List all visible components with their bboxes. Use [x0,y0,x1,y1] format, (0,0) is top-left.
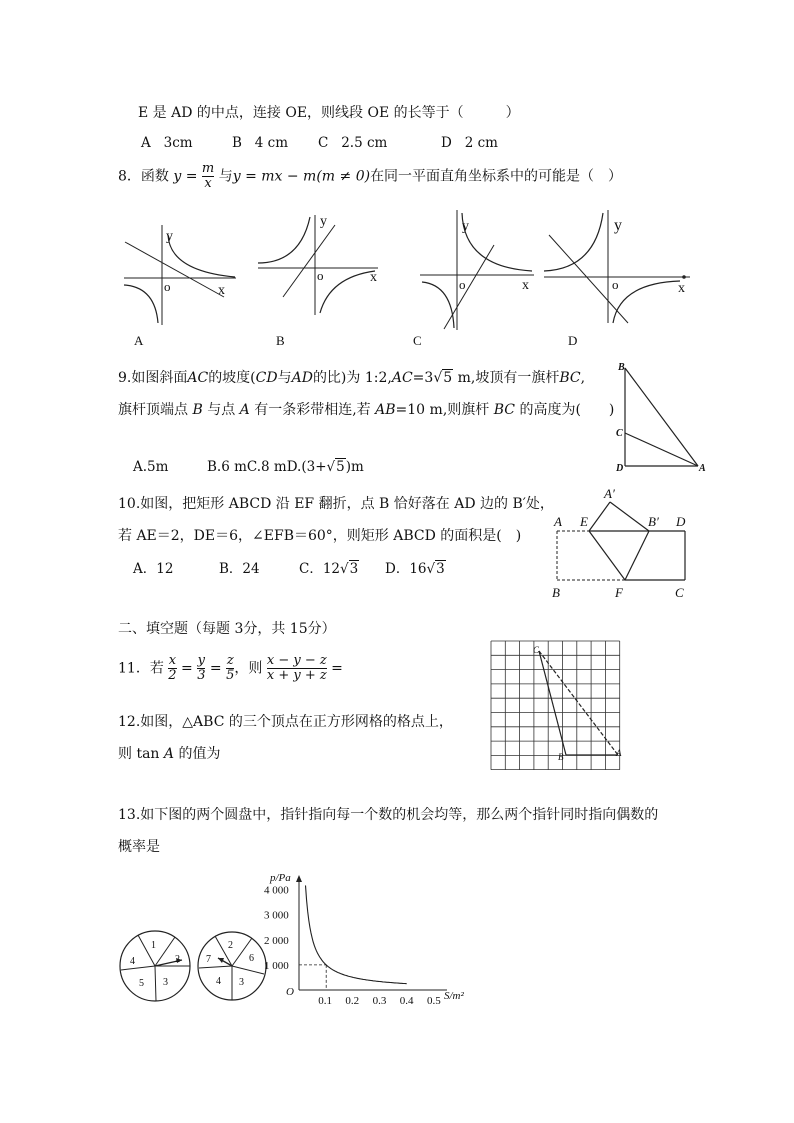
q10-label-b-prime: B′ [648,514,659,529]
q10-label-a-prime: A′ [604,486,615,501]
q10-label-f: F [615,585,623,600]
q8b-x-label: x [370,270,377,285]
q13-line2: 概率是 [118,839,160,855]
y-axis-label: p/Pa [270,872,291,884]
q10-label-b: B [552,585,560,600]
x-axis-label: S/m² [444,990,464,1002]
q7-option-c: C 2.5 cm [318,135,388,151]
q8-graph-a [124,225,236,348]
q8d-y-label: y [614,217,622,234]
disk2-n4: 4 [216,976,221,987]
q7-option-b: B 4 cm [232,135,289,151]
y-tick-label: 1 000 [264,959,289,972]
q13-line1: 13.如下图的两个圆盘中，指针指向每一个数的机会均等，那么两个指针同时指向偶数的 [118,807,659,823]
section2-title: 二、填空题（每题 3分，共 15分） [118,621,336,637]
q10-option-a: A．12 [133,561,174,577]
x-tick-label: 0.5 [427,995,441,1004]
q9-line2: 旗杆顶端点 B 与点 A 有一条彩带相连,若 AB=10 m,则旗杆 BC 的高度为( ) [118,402,615,418]
q8a-origin: o [164,279,171,294]
q8-stem: 8．函数 y = $\frac{m}{x}$ 与y = mx − m(m ≠ 0)在同一平面直角坐标系中的可能是（ ） [118,161,623,191]
q12-label-a: A [616,748,622,758]
x-tick-label: 0.1 [318,995,332,1004]
q8d-x-label: x [678,281,685,296]
disk2-n2: 2 [228,940,233,951]
q8-letter-b: B [276,333,285,348]
disk1-n2: 2 [175,954,180,965]
q8b-origin: o [317,268,324,283]
q10-option-b: B．24 [219,561,260,577]
q8c-origin: o [459,277,466,292]
disk1-n3: 3 [163,977,168,988]
x-tick-label: 0.3 [372,995,387,1004]
q8-letter-c: C [413,333,422,348]
q9-figure [608,358,718,478]
disk1-n5: 5 [139,978,144,989]
q7-option-d: D 2 cm [441,135,498,151]
pressure-chart [262,866,474,1004]
q10-figure [548,485,708,603]
q11-stem: 11．若 $\frac{x}{2}$ = $\frac{y}{3}$ = $\frac{z}{5}$ ，则 $\frac{x - y - z}{x + y + z}$ = [118,653,343,683]
q8a-y-label: y [166,229,173,244]
q9-options-bcd: B.6 mC.8 mD.(3+√5)m [207,459,364,475]
q8c-y-label: y [462,219,469,234]
q9-label-c: C [616,428,623,439]
q12-label-b: B [558,752,564,762]
q8-letter-d: D [568,333,578,348]
q7-stem: E 是 AD 的中点，连接 OE，则线段 OE 的长等于（ ） [138,105,520,121]
q8a-x-label: x [218,283,225,298]
disk2-n3: 3 [239,977,244,988]
y-tick-label: 3 000 [264,909,289,922]
x-tick-label: 0.2 [345,995,360,1004]
q8d-origin: o [612,277,619,292]
q12-grid-figure [486,636,622,770]
disk2-n6: 6 [249,953,254,964]
y-axis-arrow [296,875,302,882]
y-tick-label: 2 000 [264,934,289,947]
q10-label-a: A [554,514,562,529]
q10-label-c: C [675,585,684,600]
y-tick-label: 4 000 [264,884,289,897]
q8-graph-b [258,214,378,348]
q10-option-d: D．16√3 [385,561,445,577]
q8c-x-label: x [522,278,529,293]
pressure-curve [306,885,407,983]
q10-option-c: C．12√3 [299,561,359,577]
q7-option-a: A 3cm [141,135,193,151]
x-tick-label: 0.4 [399,995,414,1004]
q9-option-a: A.5m [133,459,169,475]
chart-origin: O [286,986,294,998]
disk1-n4: 4 [130,956,135,967]
q10-line2: 若 AE＝2，DE＝6，∠EFB＝60°，则矩形 ABCD 的面积是( ) [118,528,522,544]
q9-label-d: D [616,463,624,474]
q12-label-c: C [533,645,540,655]
q9-line1: 9.如图斜面AC的坡度(CD与AD的比)为 1:2,AC=3√5 m,坡顶有一旗杆BC, [118,370,586,386]
q10-label-d: D [676,514,686,529]
q13-disk-2 [198,932,266,1000]
q13-disks [118,928,268,1004]
disk1-n1: 1 [151,940,156,951]
q8-graphs [0,205,794,355]
q8-fraction: $\frac{m}{x}$ [201,161,215,191]
q10-line1: 10.如图，把矩形 ABCD 沿 EF 翻折，点 B 恰好落在 AD 边的 B′处， [118,496,554,512]
q12-line2: 则 tan A 的值为 [118,746,221,762]
q8b-y-label: y [320,214,327,229]
q10-label-e: E [580,514,588,529]
q9-label-a: A [699,463,706,474]
q13-disk-1 [120,931,190,1001]
q8-graph-d [544,210,690,348]
q8-letter-a: A [134,333,144,348]
q9-label-b: B [618,362,625,373]
q8-graph-c [413,210,534,348]
q12-line1: 12.如图，△ABC 的三个顶点在正方形网格的格点上， [118,714,453,730]
disk2-n7: 7 [206,954,211,965]
